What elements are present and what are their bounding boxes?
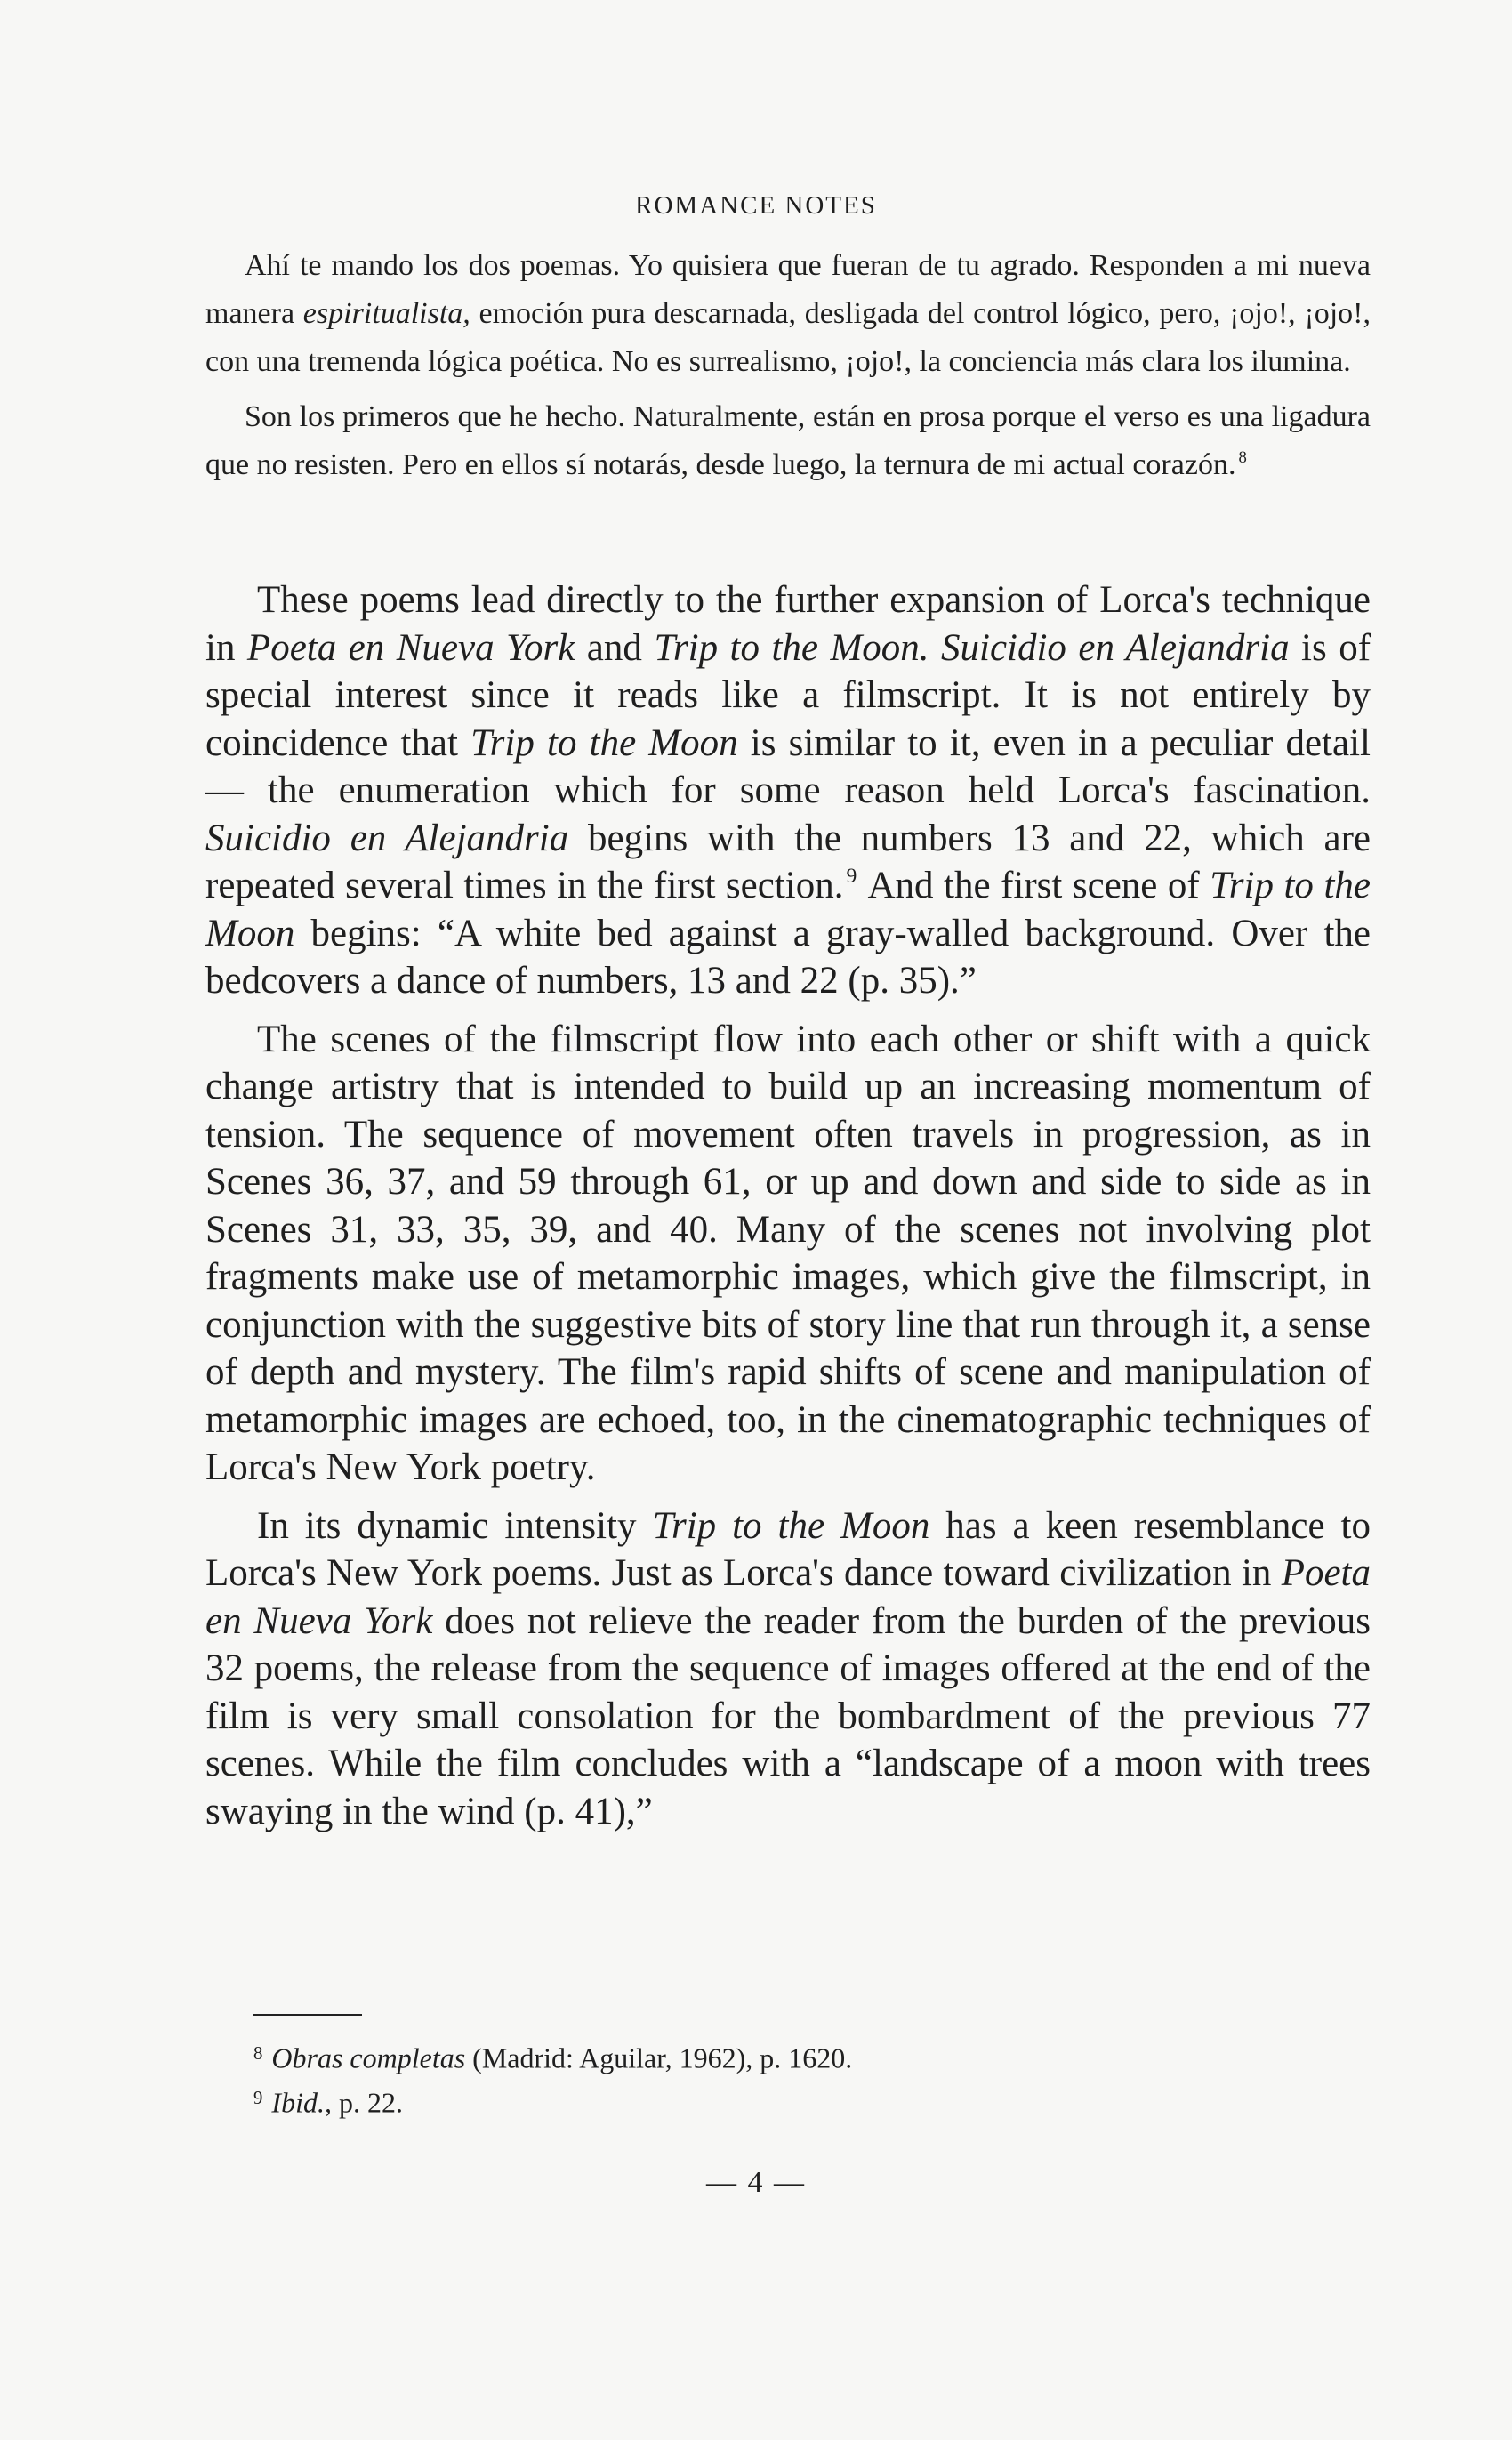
running-head: ROMANCE NOTES: [635, 191, 877, 220]
body-paragraph-2: The scenes of the filmscript flow into each other or shift with a quick change artistry that is intended to build up an increasing momentum of tension. The sequence of movement often travels in progression, as in Scenes 36, 37, and 59 through 61, or up and down and side to side as in Scenes 31, 33, 35, 39, and 40. Many of the scenes not involving plot fragments make use of metamorphic images, which give the filmscript, in conjunction with the suggestive bits of story line that run through it, a sense of depth and mystery. The film's rapid shifts of scene and manipulation of metamorphic images are echoed, too, in the cinematographic techniques of Lorca's New York poetry.: [205, 1018, 1371, 1488]
body-text-run: and: [575, 626, 655, 669]
footnote-8: [253, 2033, 1321, 2078]
body-text-run: And the first scene of: [859, 865, 1210, 906]
body-text-run: These poems lead directly to the further expansion of Lorca's technique in: [205, 579, 1371, 669]
body-text-run: does not relieve the reader from the burden of the previous 32 poems, the release from the sequence of images offered at the end of the film is very small consolation for the bombardment of the previous 77 scenes. While the film concludes with a “landscape of a moon with trees swaying in the wind (p. 41),”: [205, 1599, 1371, 1832]
footnote-divider: [253, 2014, 362, 2016]
footnote-text: p. 22.: [331, 2086, 403, 2119]
footnote-number: 8: [253, 2043, 263, 2064]
body-text-run: is of special interest since it reads like a filmscript. It is not entirely by coincidence that: [205, 626, 1371, 764]
quote-text: emoción pura descarnada, desligada del control lógico, pero, ¡ojo!, ¡ojo!, con una tremenda lógica poética. No es surrealismo, ¡ojo!, la conciencia más clara los ilumina.: [205, 297, 1371, 378]
footnote-ref-8[interactable]: 8: [1238, 447, 1247, 467]
body-text-run: [929, 627, 941, 669]
body-italic: Suicidio en Alejandria: [205, 817, 569, 859]
quote-text: Ahí te mando los dos poemas. Yo quisiera que fueran de tu agrado. Responden a mi nueva manera: [205, 249, 1371, 330]
body-italic: Trip to the Moon.: [654, 626, 929, 669]
quote-paragraph-1: [205, 242, 1371, 386]
block-quote: [205, 242, 1371, 496]
footnote-9: [253, 2078, 1321, 2122]
body-italic: Trip to the Moon: [652, 1504, 930, 1547]
page-number: — 4 —: [706, 2166, 806, 2199]
body-italic: Trip to the Moon: [470, 721, 738, 764]
body-paragraph-1: [205, 576, 1371, 1005]
body-paragraph-3: [205, 1502, 1371, 1836]
quote-text: Son los primeros que he hecho. Naturalmente, están en prosa porque el verso es una ligadura que no resisten. Pero en ellos sí notarás, desde luego, la ternura de mi actual corazón.: [205, 400, 1371, 481]
footnote-italic: Ibid.,: [271, 2086, 332, 2119]
footnote-italic: Obras completas: [271, 2041, 466, 2074]
body-text-run: In its dynamic intensity: [257, 1504, 653, 1547]
body-italic: Trip to the Moon: [205, 865, 1371, 954]
body-text-run: has a keen resemblance to Lorca's New York poems. Just as Lorca's dance toward civilization in: [205, 1504, 1371, 1594]
footnote-text: (Madrid: Aguilar, 1962), p. 1620.: [465, 2041, 853, 2074]
body-text-run: begins with the numbers 13 and 22, which are repeated several times in the first section.: [205, 817, 1371, 906]
footnote-ref-9[interactable]: 9: [846, 865, 857, 889]
body-text: [205, 576, 1371, 1846]
body-italic: Poeta en Nueva York: [246, 626, 575, 669]
quote-paragraph-2: [205, 393, 1371, 489]
body-italic: Suicidio en Alejandria: [941, 626, 1290, 669]
body-italic: Poeta en Nueva York: [205, 1552, 1371, 1642]
body-text-run: is similar to it, even in a peculiar detail — the enumeration which for some reason held Lorca's fascination.: [205, 721, 1371, 811]
body-text-run: begins: “A white bed against a gray-walled background. Over the bedcovers a dance of numbers, 13 and 22 (p. 35).”: [205, 912, 1371, 1002]
quote-italic: espiritualista,: [302, 297, 470, 330]
footnote-number: 9: [253, 2088, 263, 2109]
footnotes: [253, 2033, 1321, 2123]
